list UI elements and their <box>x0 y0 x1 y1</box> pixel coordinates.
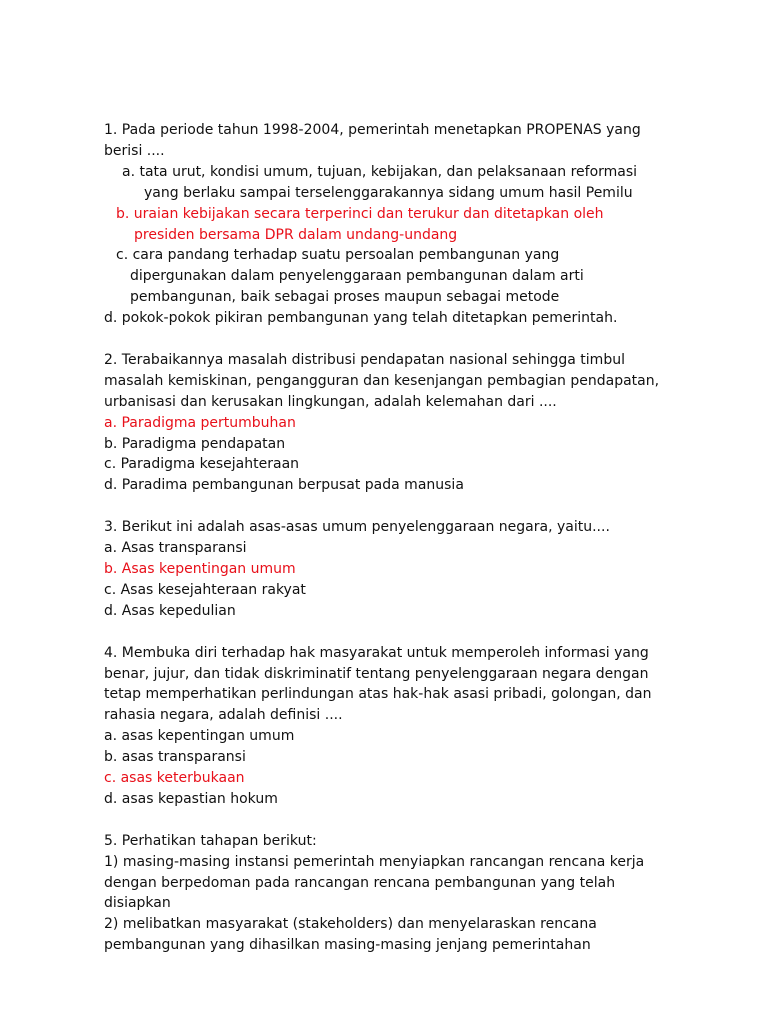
option-b: b. asas transparansi <box>104 749 246 766</box>
correct-option-b: b. Asas kepentingan umum <box>104 561 296 577</box>
step-item-1-cont: dengan berpedoman pada rancangan rencana pembangunan yang telah <box>104 874 616 891</box>
option-c: c. cara pandang terhadap suatu persoalan pembangunan yang <box>116 247 560 264</box>
step-item-2-cont: pembangunan yang dihasilkan masing-masing jenjang pemerintahan <box>104 937 591 954</box>
question-stem-line: 2. Terabaikannya masalah distribusi pendapatan nasional sehingga timbul <box>104 351 625 368</box>
spacer <box>104 810 724 831</box>
question-stem-line: 1. Pada periode tahun 1998-2004, pemerintah menetapkan PROPENAS yang <box>104 122 641 138</box>
question-stem-line: masalah kemiskinan, pengangguran dan kesenjangan pembagian pendapatan, <box>104 372 660 389</box>
question-5 <box>104 831 724 956</box>
spacer <box>104 329 724 350</box>
spacer <box>104 496 724 517</box>
option-b: b. Paradigma pendapatan <box>104 435 286 452</box>
question-stem-line: benar, jujur, dan tidak diskriminatif tentang penyelenggaraan negara dengan <box>104 665 649 682</box>
option-a-cont: yang berlaku sampai terselenggarakannya sidang umum hasil Pemilu <box>144 184 633 201</box>
question-stem-line: tetap memperhatikan perlindungan atas hak-hak asasi pribadi, golongan, dan <box>104 686 652 703</box>
question-3 <box>104 517 724 622</box>
correct-option-b-cont: presiden bersama DPR dalam undang-undang <box>134 226 458 243</box>
option-c-cont: dipergunakan dalam penyelenggaraan pembangunan dalam arti <box>130 268 584 285</box>
correct-option-a: a. Paradigma pertumbuhan <box>104 414 296 431</box>
option-d: d. Paradima pembangunan berpusat pada manusia <box>104 477 464 494</box>
question-stem-line: urbanisasi dan kerusakan lingkungan, adalah kelemahan dari .... <box>104 393 557 410</box>
step-item-1: 1) masing-masing instansi pemerintah menyiapkan rancangan rencana kerja <box>104 853 645 870</box>
option-a: a. asas kepentingan umum <box>104 728 295 745</box>
option-c: c. Paradigma kesejahteraan <box>104 456 300 473</box>
correct-option-b: b. uraian kebijakan secara terperinci dan terukur dan ditetapkan oleh <box>116 205 604 222</box>
question-2 <box>104 350 724 496</box>
question-stem-line: berisi .... <box>104 142 165 159</box>
step-item-2: 2) melibatkan masyarakat (stakeholders) dan menyelaraskan rencana <box>104 916 597 933</box>
option-c: c. Asas kesejahteraan rakyat <box>104 581 306 598</box>
question-stem-line: rahasia negara, adalah definisi .... <box>104 707 343 724</box>
question-stem-line: 4. Membuka diri terhadap hak masyarakat untuk memperoleh informasi yang <box>104 644 649 661</box>
spacer <box>104 622 724 643</box>
question-stem-line: 5. Perhatikan tahapan berikut: <box>104 832 317 849</box>
option-c-cont: pembangunan, baik sebagai proses maupun sebagai metode <box>130 289 560 306</box>
correct-option-c: c. asas keterbukaan <box>104 770 245 787</box>
quiz-content <box>104 120 724 956</box>
step-item-1-cont: disiapkan <box>104 895 171 912</box>
question-4 <box>104 643 724 810</box>
option-d: d. Asas kepedulian <box>104 602 236 619</box>
question-1 <box>104 120 724 329</box>
option-d: d. pokok-pokok pikiran pembangunan yang telah ditetapkan pemerintah. <box>104 310 618 327</box>
option-a: a. Asas transparansi <box>104 540 247 557</box>
option-a: a. tata urut, kondisi umum, tujuan, kebijakan, dan pelaksanaan reformasi <box>122 163 638 180</box>
question-stem-line: 3. Berikut ini adalah asas-asas umum penyelenggaraan negara, yaitu.... <box>104 519 610 536</box>
option-d: d. asas kepastian hokum <box>104 790 278 807</box>
